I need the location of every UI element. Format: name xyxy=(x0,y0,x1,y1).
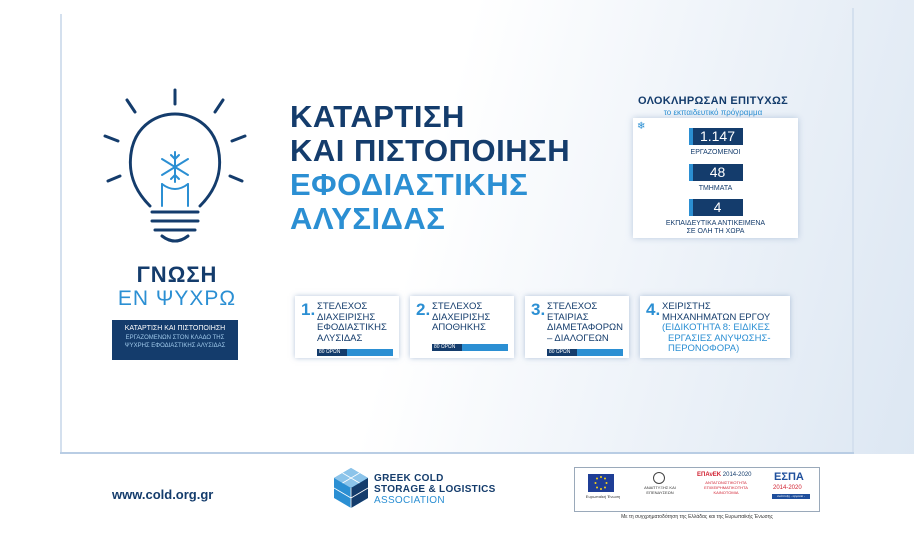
course-number: 2. xyxy=(416,300,431,319)
course-hours: 80 ΩΡΩΝ xyxy=(317,349,347,356)
stat-value: 1.147 xyxy=(689,128,743,145)
course-hours-bar xyxy=(317,349,393,356)
cube-logo-icon xyxy=(333,467,369,509)
course-title-line: ΕΤΑΙΡΙΑΣ xyxy=(547,311,589,323)
website-link[interactable]: www.cold.org.gr xyxy=(112,487,214,502)
brand-tagline-line2: ΕΡΓΑΖΟΜΕΝΩΝ ΣΤΟΝ ΚΛΑΔΟ ΤΗΣ xyxy=(125,335,225,341)
brand-tagline-line1: ΚΑΤΑΡΤΙΣΗ ΚΑΙ ΠΙΣΤΟΠΟΙΗΣΗ xyxy=(124,325,226,332)
page-headline xyxy=(290,100,620,236)
stats-title: ΟΛΟΚΛΗΡΩΣΑΝ ΕΠΙΤΥΧΩΣ xyxy=(638,95,788,107)
epanek-subtitle: ΑΝΤΑΓΩΝΙΣΤΙΚΟΤΗΤΑ ΕΠΙΧΕΙΡΗΜΑΤΙΚΟΤΗΤΑ ΚΑΙΝΟΤΟΜΙΑ xyxy=(704,480,748,495)
brand-tagline-box xyxy=(112,320,238,360)
snowflake-icon: ❄ xyxy=(637,121,646,132)
course-subtitle-line: (ΕΙΔΙΚΟΤΗΤΑ 8: ΕΙΔΙΚΕΣ xyxy=(662,322,770,333)
greek-seal-icon xyxy=(653,472,665,484)
course-title-line: ΣΤΕΛΕΧΟΣ xyxy=(317,301,368,312)
espa-years: 2014-2020 xyxy=(773,485,802,491)
headline-line3: ΕΦΟΔΙΑΣΤΙΚΗΣ xyxy=(290,167,529,202)
course-hours-bar xyxy=(547,349,623,356)
stat-employees xyxy=(633,128,798,157)
snowflake-icon xyxy=(158,150,192,184)
frame-line-left xyxy=(60,14,62,454)
brand-subtitle: ΕΝ ΨΥΧΡΩ xyxy=(117,287,237,310)
course-title xyxy=(317,302,387,344)
stat-label-extra: ΣΕ ΟΛΗ ΤΗ ΧΩΡΑ xyxy=(686,228,745,235)
course-title xyxy=(547,302,623,344)
epanek-name: ΕΠΑνΕΚ xyxy=(697,472,722,478)
course-subtitle-line: ΕΡΓΑΣΙΕΣ ΑΝΥΨΩΣΗΣ- xyxy=(668,332,771,344)
course-title xyxy=(432,302,490,334)
association-name-line1: GREEK COLD xyxy=(374,473,444,484)
course-card-2 xyxy=(410,296,514,358)
course-title-line: ΜΗΧΑΝΗΜΑΤΩΝ ΕΡΓΟΥ xyxy=(662,311,771,323)
eu-flag-icon xyxy=(588,474,614,492)
brand-tagline-line3: ΨΥΧΡΗΣ ΕΦΟΔΙΑΣΤΙΚΗΣ ΑΛΥΣΙΔΑΣ xyxy=(124,343,226,349)
course-card-1 xyxy=(295,296,399,358)
course-card-4 xyxy=(640,296,790,358)
ministry-label: ΑΝΑΠΤΥΞΗΣ ΚΑΙ ΕΠΕΝΔΥΣΕΩΝ xyxy=(644,485,676,495)
funding-caption: Με τη συγχρηματοδότηση της Ελλάδας και της Ευρωπαϊκής Ένωσης xyxy=(621,514,773,520)
stat-classes xyxy=(633,164,798,193)
stat-label: ΕΡΓΑΖΟΜΕΝΟΙ xyxy=(690,149,741,156)
course-title-line: ΑΛΥΣΙΔΑΣ xyxy=(317,332,363,344)
stat-subjects xyxy=(633,199,798,236)
course-subtitle-line: ΠΕΡΟΝΟΦΟΡΑ) xyxy=(668,343,740,354)
epanek-title xyxy=(697,472,752,478)
course-title-line: ΧΕΙΡΙΣΤΗΣ xyxy=(662,301,711,312)
stat-value: 4 xyxy=(689,199,743,216)
course-title-line: ΣΤΕΛΕΧΟΣ xyxy=(547,301,598,312)
course-card-3 xyxy=(525,296,629,358)
course-hours-bar xyxy=(432,344,508,351)
association-name-line2: STORAGE & LOGISTICS xyxy=(374,484,496,495)
frame-line-right xyxy=(852,8,854,454)
course-title-line: ΕΦΟΔΙΑΣΤΙΚΗΣ xyxy=(317,322,387,333)
stats-subtitle: το εκπαιδευτικό πρόγραμμα xyxy=(663,108,763,117)
espa-tagline-bar xyxy=(772,494,810,503)
course-number: 4. xyxy=(646,300,661,319)
espa-tagline: ανάπτυξη - εργασία - αλληλεγγύη xyxy=(777,494,805,503)
course-title-line: ΔΙΑΧΕΙΡΙΣΗΣ xyxy=(432,311,491,323)
headline-line4: ΑΛΥΣΙΔΑΣ xyxy=(290,201,446,236)
course-title-line: ΑΠΟΘΗΚΗΣ xyxy=(432,322,486,333)
course-title xyxy=(662,302,771,355)
course-title-line: – ΔΙΑΛΟΓΕΩΝ xyxy=(547,332,609,344)
association-name-line3: ASSOCIATION xyxy=(374,495,445,506)
course-hours: 80 ΩΡΩΝ xyxy=(547,349,577,356)
stat-label: ΤΜΗΜΑΤΑ xyxy=(698,185,733,192)
course-title-line: ΔΙΑΜΕΤΑΦΟΡΩΝ xyxy=(547,322,623,333)
course-number: 3. xyxy=(531,300,546,319)
eu-label: Ευρωπαϊκή Ένωση xyxy=(585,494,621,499)
course-hours: 80 ΩΡΩΝ xyxy=(432,344,462,351)
course-title-line: ΣΤΕΛΕΧΟΣ xyxy=(432,301,483,312)
headline-line1: ΚΑΤΑΡΤΙΣΗ xyxy=(290,99,465,134)
espa-title: ΕΣΠΑ xyxy=(774,471,804,483)
brand-title: ΓΝΩΣΗ xyxy=(136,262,218,287)
course-number: 1. xyxy=(301,300,316,319)
association-name xyxy=(374,473,496,506)
course-title-line: ΔΙΑΧΕΙΡΙΣΗΣ xyxy=(317,311,376,323)
funding-logos-box xyxy=(574,467,820,512)
stat-value: 48 xyxy=(689,164,743,181)
stat-label: ΕΚΠΑΙΔΕΥΤΙΚΑ ΑΝΤΙΚΕΙΜΕΝΑ xyxy=(665,220,766,227)
headline-line2: ΚΑΙ ΠΙΣΤΟΠΟΙΗΣΗ xyxy=(290,133,571,168)
epanek-years: 2014-2020 xyxy=(722,472,752,478)
